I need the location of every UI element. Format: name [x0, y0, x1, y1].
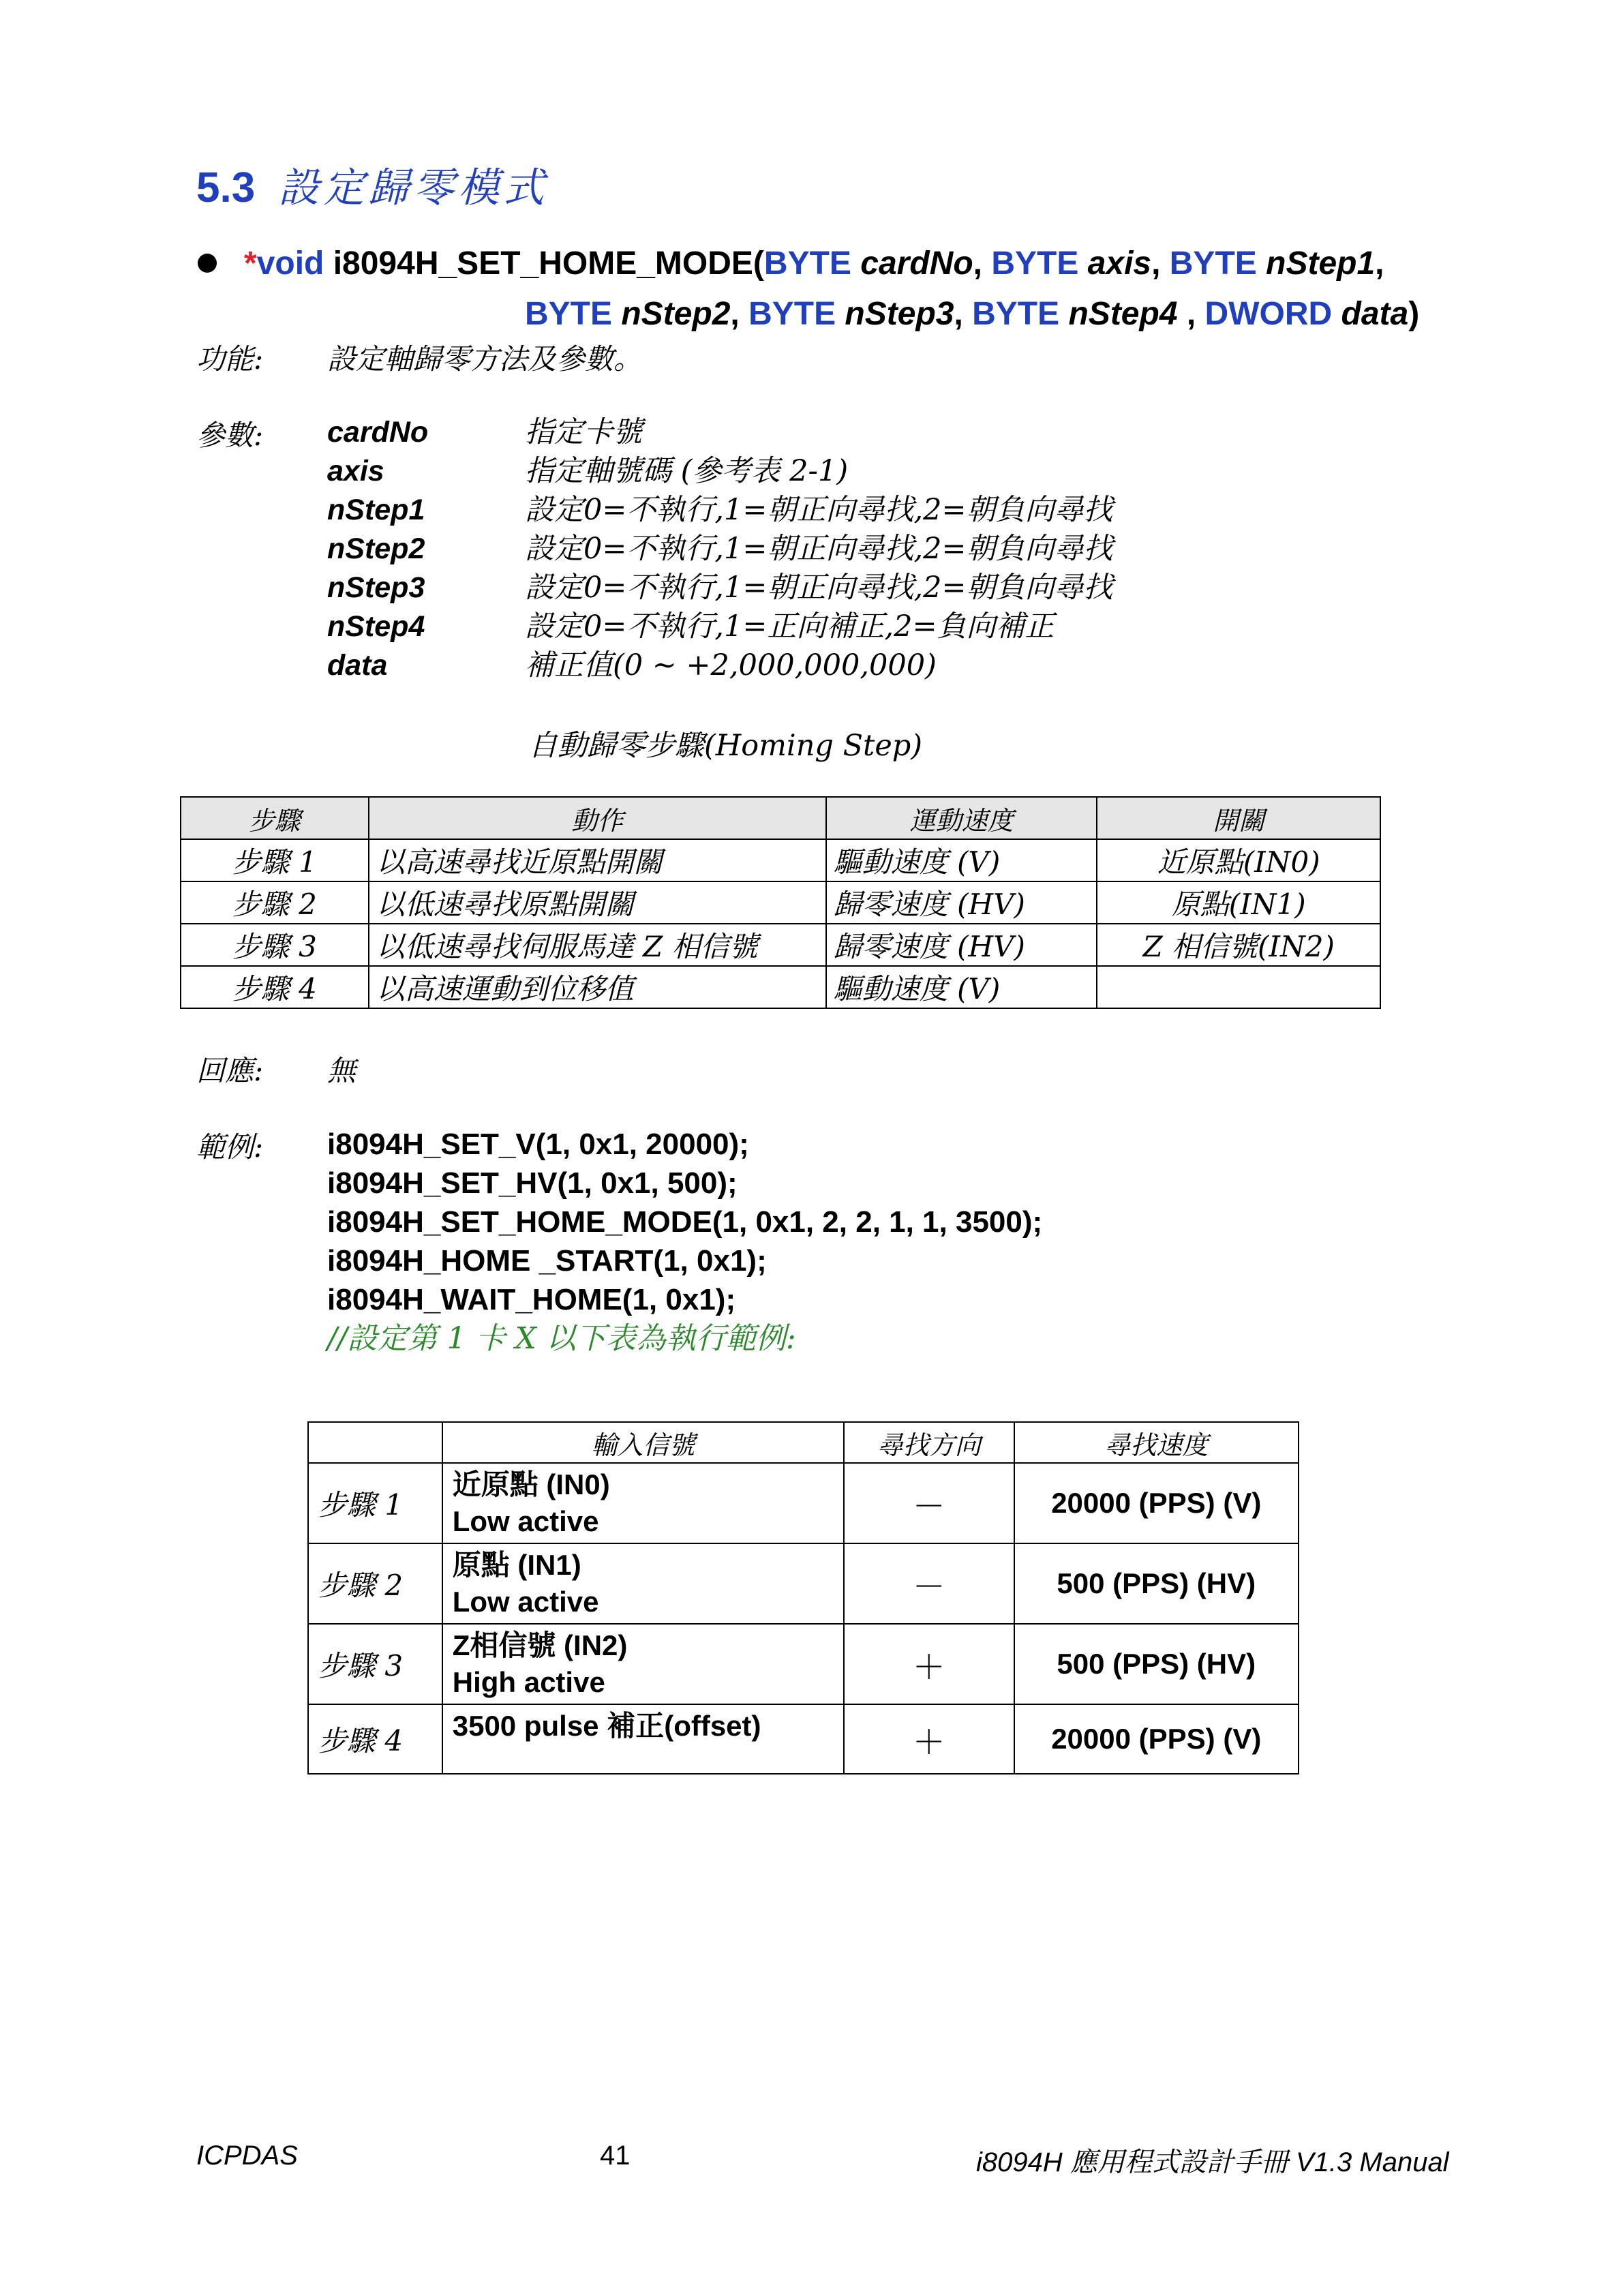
table-cell: 以低速尋找伺服馬達 Z 相信號: [369, 924, 826, 966]
param-name: nStep2: [327, 532, 425, 565]
table-row: [181, 881, 1380, 924]
table-header: 輸入信號: [442, 1422, 844, 1463]
table-cell: －: [844, 1543, 1014, 1624]
param-name: axis: [327, 455, 384, 487]
sig-type: BYTE: [991, 245, 1079, 282]
table-cell: 步驟 3: [308, 1624, 442, 1704]
table-cell: 500 (PPS) (HV): [1014, 1624, 1299, 1704]
page-number: 41: [600, 2141, 631, 2171]
table-header: 開關: [1097, 797, 1380, 839]
table-cell: 步驟 2: [308, 1543, 442, 1624]
table-cell: ＋: [844, 1704, 1014, 1774]
table-header: 步驟: [181, 797, 369, 839]
table-cell: [442, 1463, 844, 1543]
param-desc: 設定0=不執行,1=朝正向尋找,2=朝負向尋找: [525, 532, 1113, 566]
param-desc: 指定軸號碼 (參考表 2-1): [525, 454, 849, 488]
table-row: [181, 839, 1380, 881]
table-cell: －: [844, 1463, 1014, 1543]
example-code: [327, 1125, 1042, 1358]
param-name: cardNo: [327, 416, 429, 449]
code-line: i8094H_WAIT_HOME(1, 0x1);: [327, 1283, 736, 1316]
table-header-row: [308, 1422, 1299, 1463]
sig-param: cardNo: [860, 245, 973, 282]
param-name: nStep1: [327, 494, 425, 526]
table-cell: 步驟 4: [308, 1704, 442, 1774]
sig-type: BYTE: [748, 296, 836, 332]
sig-return-type: void: [256, 245, 324, 282]
code-line: i8094H_HOME _START(1, 0x1);: [327, 1244, 767, 1278]
table-cell: 以高速運動到位移值: [369, 966, 826, 1008]
table-cell: 驅動速度 (V): [826, 839, 1097, 881]
param-desc: 補正值(0 ~ +2,000,000,000): [525, 648, 937, 682]
manual-page: 5.3 設定歸零模式 *void i8094H_SET_HOME_MODE(BYTE cardNo, BYTE axis, BYTE nStep1, BYTE nStep2, BYTE nStep3, BYTE nStep4 , DWORD data) 功能: 設定軸歸零方法及參數。 參數: cardNo 指定卡號 axis 指定軸號碼 (參考表 2-1) nStep1 設定0=不執行,1=朝正向尋找,2=朝負向尋找 nStep2 設定0=不執行,1=朝正向尋找,2=朝負向尋找 nStep3 設定0=不執行,1=朝正向尋找,2=朝負向尋找 nStep4 設定0=不執行,1=正向補正,2=負向補正 data 補正值(0 ~ +2,000,000,000) 自動歸零步驟(Homing Step) 步驟 動作 運動速度 開關 步驟 1 以高速尋找近原點開關 驅動速度 (V) 近原點(IN0) 步驟 2 以低速尋找原點開關 歸零速度 (HV) 原點(IN1) 步驟 3 以低速尋找伺服馬達 Z 相信號 歸零速度 (HV) Z 相信號(IN2) 步驟 4 以高速運動到位移值 驅動速度 (V) 回應: 無 範例: i8094H_SET_V(1, 0x1, 20000); i8094H_SET_HV(1, 0x1, 500); i8094H_SET_HOME_MODE(1, 0x1, 2, 2, 1, 1, 3500); i8094H_HOME _START(1, 0x1); i8094H_WAIT_HOME(1, 0x1); //設定第 1 卡 X 以下表為執行範例: 輸入信號 尋找方向 尋找速度 步驟 1 近原點 (IN0) Low active － 20000 (PPS) (V) 步驟 2 原點 (IN1) Low active － 500 (PPS) (HV) 步驟 3 Z相信號 (IN2) High active ＋ 500 (PPS) (HV) 步驟 4 3500 pulse 補正(offset) ＋ 20000 (PPS) (V) ICPDAS 41 i8094H 應用程式設計手冊 V1.3 Manual: [0, 0, 1623, 2296]
section-number: 5.3: [196, 164, 256, 211]
sig-param: axis: [1087, 245, 1152, 282]
param-name: nStep3: [327, 571, 425, 604]
table-row: [308, 1543, 1299, 1624]
table-cell: [442, 1704, 844, 1774]
sig-type: DWORD: [1204, 296, 1333, 332]
table-header-row: [181, 797, 1380, 839]
table-cell: [442, 1543, 844, 1624]
homing-step-table: [180, 796, 1381, 1009]
table-cell: 20000 (PPS) (V): [1014, 1704, 1299, 1774]
code-line: i8094H_SET_V(1, 0x1, 20000);: [327, 1128, 749, 1161]
table-cell: 步驟 2: [181, 881, 369, 924]
sig-prefix: *: [244, 245, 257, 282]
signal-name: 原點 (IN1): [452, 1549, 581, 1581]
table-cell: 歸零速度 (HV): [826, 881, 1097, 924]
footer-right: i8094H 應用程式設計手冊 V1.3 Manual: [976, 2147, 1449, 2177]
param-desc: 設定0=不執行,1=朝正向尋找,2=朝負向尋找: [525, 571, 1113, 605]
sig-type: BYTE: [763, 245, 851, 282]
signal-level: Low active: [452, 1505, 599, 1537]
param-desc: 設定0=不執行,1=朝正向尋找,2=朝負向尋找: [525, 493, 1113, 527]
signal-level: High active: [452, 1666, 605, 1698]
table-cell: Z 相信號(IN2): [1097, 924, 1380, 966]
table-header: 尋找方向: [844, 1422, 1014, 1463]
section-title: 設定歸零模式: [278, 164, 549, 212]
sig-function-name: i8094H_SET_HOME_MODE(: [324, 245, 764, 282]
table-cell: [1097, 966, 1380, 1008]
table-cell: 以低速尋找原點開關: [369, 881, 826, 924]
param-desc: 指定卡號: [525, 415, 642, 449]
params-label: 參數:: [196, 419, 264, 452]
code-line: i8094H_SET_HOME_MODE(1, 0x1, 2, 2, 1, 1, 3500);: [327, 1205, 1043, 1239]
table-row: [181, 924, 1380, 966]
signal-name: 3500 pulse 補正(offset): [452, 1710, 761, 1742]
footer-left: ICPDAS: [196, 2141, 298, 2171]
section-heading: [196, 155, 548, 214]
table-header: 動作: [369, 797, 826, 839]
table-header: 尋找速度: [1014, 1422, 1299, 1463]
table-cell: 500 (PPS) (HV): [1014, 1543, 1299, 1624]
bullet-icon: [198, 254, 217, 273]
returns-label: 回應:: [196, 1054, 264, 1087]
table-cell: 步驟 4: [181, 966, 369, 1008]
signal-level: Low active: [452, 1586, 599, 1618]
sig-type: BYTE: [972, 296, 1060, 332]
code-comment: //設定第 1 卡 X 以下表為執行範例:: [327, 1321, 796, 1356]
table-row: [308, 1704, 1299, 1774]
table-cell: 步驟 3: [181, 924, 369, 966]
homing-table-caption: 自動歸零步驟(Homing Step): [528, 729, 923, 763]
code-line: i8094H_SET_HV(1, 0x1, 500);: [327, 1166, 738, 1200]
table-row: [308, 1624, 1299, 1704]
table-cell: 步驟 1: [308, 1463, 442, 1543]
signal-name: Z相信號 (IN2): [452, 1629, 628, 1661]
sig-param: nStep3: [845, 296, 954, 332]
table-row: [181, 966, 1380, 1008]
table-cell: 近原點(IN0): [1097, 839, 1380, 881]
sig-param: data: [1341, 296, 1409, 332]
table-cell: 20000 (PPS) (V): [1014, 1463, 1299, 1543]
function-text: 設定軸歸零方法及參數。: [327, 342, 643, 376]
table-cell: [442, 1624, 844, 1704]
table-row: [308, 1463, 1299, 1543]
signal-name: 近原點 (IN0): [452, 1468, 610, 1500]
param-name: nStep4: [327, 610, 425, 643]
table-cell: 歸零速度 (HV): [826, 924, 1097, 966]
sig-type: BYTE: [1169, 245, 1257, 282]
param-desc: 設定0=不執行,1=正向補正,2=負向補正: [525, 609, 1055, 644]
table-header: 運動速度: [826, 797, 1097, 839]
table-cell: ＋: [844, 1624, 1014, 1704]
function-label: 功能:: [196, 342, 264, 376]
table-cell: 原點(IN1): [1097, 881, 1380, 924]
sig-param: nStep2: [621, 296, 731, 332]
sig-param: nStep1: [1266, 245, 1376, 282]
param-name: data: [327, 649, 388, 682]
sig-param: nStep4: [1068, 296, 1178, 332]
example-table: [307, 1421, 1299, 1774]
table-cell: 以高速尋找近原點開關: [369, 839, 826, 881]
sig-type: BYTE: [525, 296, 613, 332]
table-header: [308, 1422, 442, 1463]
returns-text: 無: [327, 1054, 357, 1087]
table-cell: 驅動速度 (V): [826, 966, 1097, 1008]
example-label: 範例:: [196, 1130, 264, 1164]
table-cell: 步驟 1: [181, 839, 369, 881]
